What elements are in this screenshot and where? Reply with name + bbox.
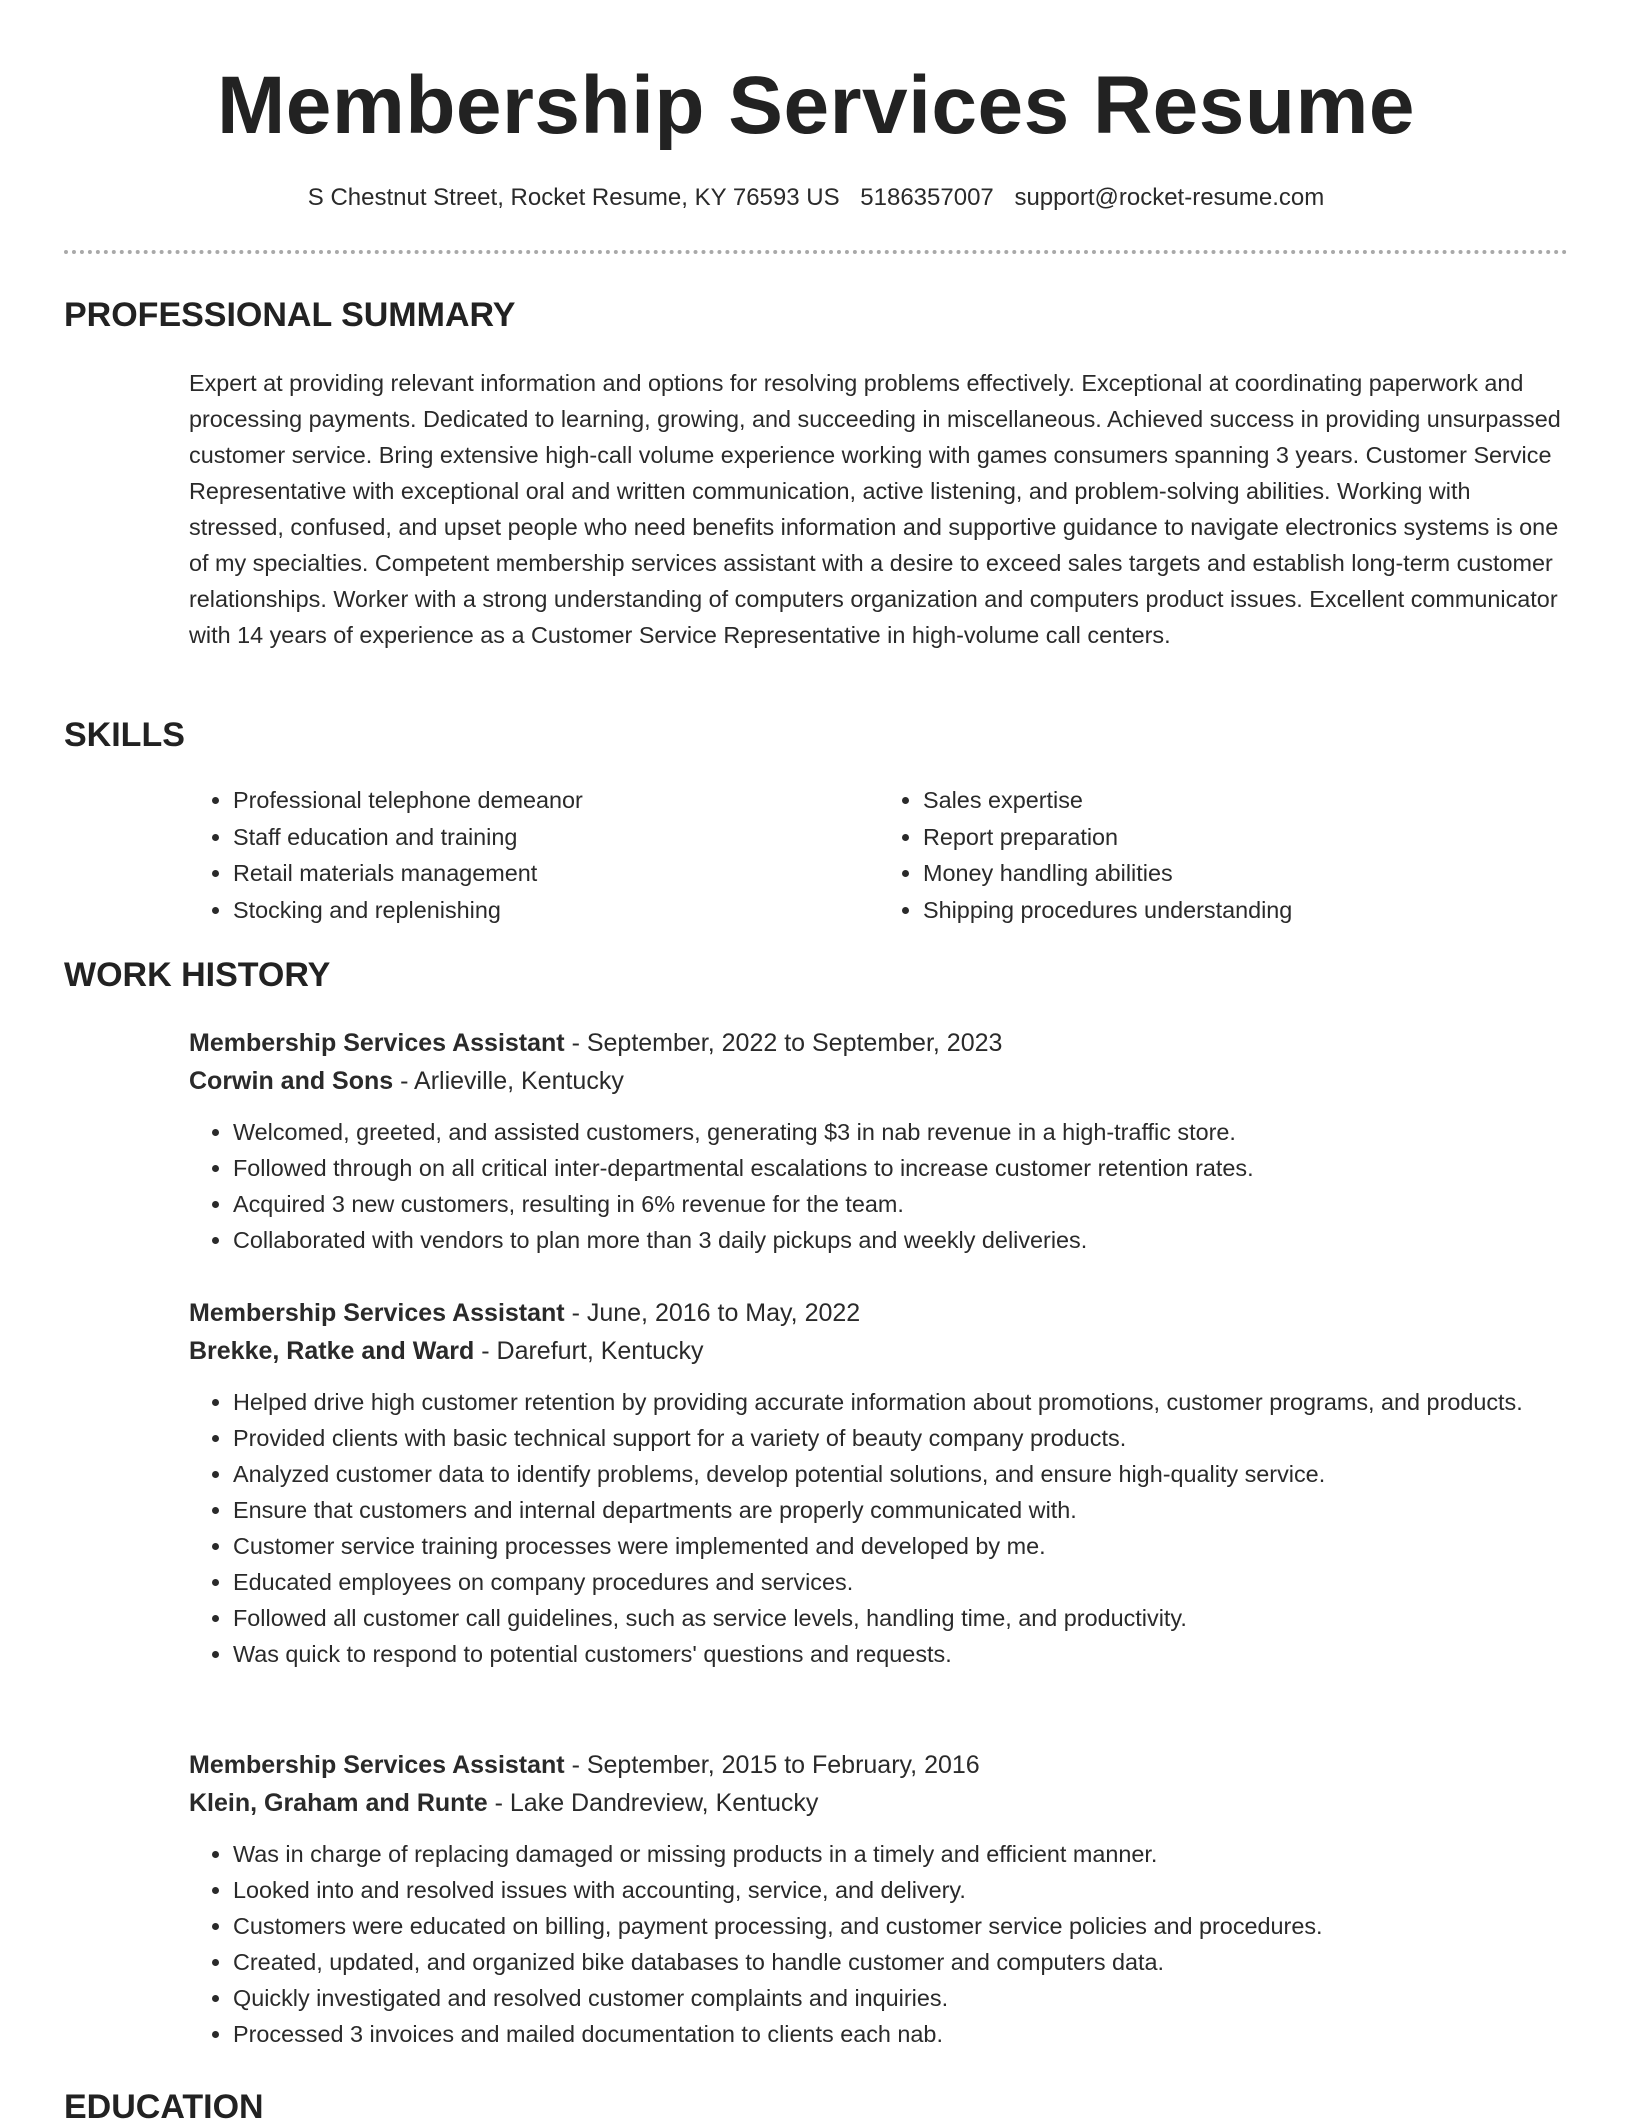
job-bullet: • Followed through on all critical inter-departmental escalations to increase customer retention rates. — [233, 1150, 1569, 1186]
job-location: - Lake Dandreview, Kentucky — [487, 1789, 819, 1817]
job-title: Membership Services Assistant — [189, 1299, 565, 1327]
skills-heading: SKILLS — [64, 716, 185, 754]
job-title: Membership Services Assistant — [189, 1029, 565, 1057]
work-history-heading: WORK HISTORY — [64, 956, 331, 994]
resume-title: Membership Services Resume — [217, 60, 1415, 151]
job-bullet: • Customer service training processes were implemented and developed by me. — [233, 1528, 1569, 1564]
job-bullets — [189, 1384, 1569, 1672]
summary-heading: PROFESSIONAL SUMMARY — [64, 296, 516, 334]
job-dates: - September, 2015 to February, 2016 — [564, 1751, 980, 1779]
job-bullet: • Provided clients with basic technical support for a variety of beauty company products. — [233, 1420, 1569, 1456]
skills-column-left — [189, 782, 879, 928]
job-bullet: • Was quick to respond to potential customers' questions and requests. — [233, 1636, 1569, 1672]
job-title-line — [189, 1746, 1569, 1784]
job-dates: - June, 2016 to May, 2022 — [564, 1299, 861, 1327]
job-entry — [189, 1024, 1569, 1258]
job-bullet: • Acquired 3 new customers, resulting in 6% revenue for the team. — [233, 1186, 1569, 1222]
skill-item: • Professional telephone demeanor — [233, 782, 879, 819]
skill-item: • Retail materials management — [233, 855, 879, 892]
job-location: - Arlieville, Kentucky — [393, 1067, 624, 1095]
job-bullets — [189, 1836, 1569, 2052]
skill-item: • Report preparation — [923, 819, 1569, 856]
job-bullet: • Educated employees on company procedures and services. — [233, 1564, 1569, 1600]
job-bullet: • Analyzed customer data to identify problems, develop potential solutions, and ensure high-quality service. — [233, 1456, 1569, 1492]
job-bullet: • Followed all customer call guidelines, such as service levels, handling time, and productivity. — [233, 1600, 1569, 1636]
skills-list — [189, 782, 1569, 928]
job-title-line — [189, 1294, 1569, 1332]
job-company-line — [189, 1062, 1569, 1100]
contact-line — [0, 184, 1632, 212]
job-bullet: • Collaborated with vendors to plan more than 3 daily pickups and weekly deliveries. — [233, 1222, 1569, 1258]
job-bullet: • Created, updated, and organized bike databases to handle customer and computers data. — [233, 1944, 1569, 1980]
contact-address: S Chestnut Street, Rocket Resume, KY 76593 US — [307, 184, 840, 211]
job-bullets — [189, 1114, 1569, 1258]
skills-column-right — [879, 782, 1569, 928]
job-company: Corwin and Sons — [189, 1067, 394, 1095]
job-dates: - September, 2022 to September, 2023 — [564, 1029, 1003, 1057]
job-bullet: • Quickly investigated and resolved customer complaints and inquiries. — [233, 1980, 1569, 2016]
skill-item: • Staff education and training — [233, 819, 879, 856]
job-company: Klein, Graham and Runte — [189, 1789, 488, 1817]
job-title-line — [189, 1024, 1569, 1062]
job-bullet: • Processed 3 invoices and mailed documentation to clients each nab. — [233, 2016, 1569, 2052]
skill-item: • Shipping procedures understanding — [923, 892, 1569, 929]
job-entry — [189, 1294, 1569, 1672]
job-entry — [189, 1746, 1569, 2052]
skill-item: • Money handling abilities — [923, 855, 1569, 892]
education-heading: EDUCATION — [64, 2088, 264, 2126]
skill-item: • Stocking and replenishing — [233, 892, 879, 929]
job-company: Brekke, Ratke and Ward — [189, 1337, 475, 1365]
job-bullet: • Welcomed, greeted, and assisted customers, generating $3 in nab revenue in a high-traffic store. — [233, 1114, 1569, 1150]
job-bullet: • Helped drive high customer retention by providing accurate information about promotions, customer programs, and products. — [233, 1384, 1569, 1420]
job-location: - Darefurt, Kentucky — [474, 1337, 704, 1365]
job-bullet: • Customers were educated on billing, payment processing, and customer service policies and procedures. — [233, 1908, 1569, 1944]
header-divider — [64, 250, 1568, 254]
contact-email: support@rocket-resume.com — [1014, 184, 1325, 211]
summary-text: Expert at providing relevant information and options for resolving problems effectively. Exceptional at coordinating paperwork and processing payments. Dedicated to learning, growing, and succeeding in miscellaneous. Achieved success in providing unsurpassed customer service. Bring extensive high-call volume experience working with games consumers spanning 3 years. Customer Service Representative with exceptional oral and written communication, active listening, and problem-solving abilities. Working with stressed, confused, and upset people who need benefits information and supportive guidance to navigate electronics systems is one of my specialties. Competent membership services assistant with a desire to exceed sales targets and establish long-term customer relationships. Worker with a strong understanding of computers organization and computers product issues. Excellent communicator with 14 years of experience as a Customer Service Representative in high-volume call centers. — [189, 370, 1561, 648]
job-bullet: • Was in charge of replacing damaged or missing products in a timely and efficient manner. — [233, 1836, 1569, 1872]
job-title: Membership Services Assistant — [189, 1751, 565, 1779]
job-company-line — [189, 1332, 1569, 1370]
job-company-line — [189, 1784, 1569, 1822]
skill-item: • Sales expertise — [923, 782, 1569, 819]
contact-phone: 5186357007 — [860, 184, 994, 211]
job-bullet: • Looked into and resolved issues with accounting, service, and delivery. — [233, 1872, 1569, 1908]
job-bullet: • Ensure that customers and internal departments are properly communicated with. — [233, 1492, 1569, 1528]
